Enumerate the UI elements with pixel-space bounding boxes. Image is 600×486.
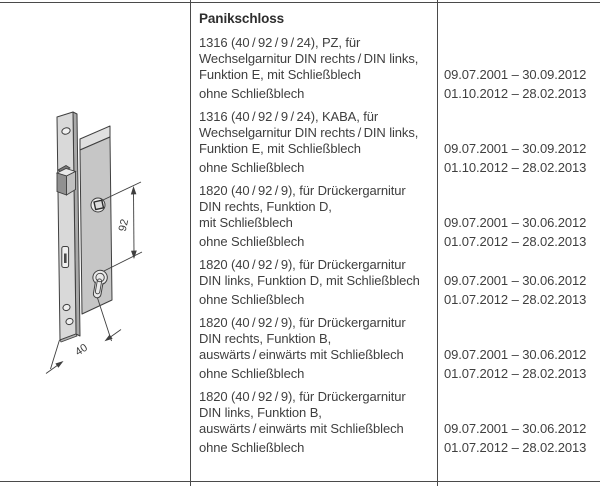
part-row-without-strikeplate xyxy=(190,86,600,102)
parts-table xyxy=(190,3,600,456)
part-description xyxy=(190,315,437,363)
availability-date-range: 09.07.2001 – 30.06.2012 xyxy=(444,215,587,230)
part-description xyxy=(190,257,437,289)
description-line: ohne Schließblech xyxy=(199,440,305,455)
part-item xyxy=(190,315,600,382)
availability-date-range: 01.07.2012 – 28.02.2013 xyxy=(444,366,587,381)
description-line: DIN rechts, Funktion D, xyxy=(199,199,332,214)
follower-hole xyxy=(91,198,105,212)
part-row-with-strikeplate xyxy=(190,315,600,363)
availability-date-range: 09.07.2001 – 30.06.2012 xyxy=(444,273,587,288)
part-row-without-strikeplate xyxy=(190,366,600,382)
part-row-with-strikeplate xyxy=(190,35,600,83)
description-line: 1820 (40 / 92 / 9), für Drückergarnitur xyxy=(199,183,406,198)
part-item xyxy=(190,109,600,176)
part-row-with-strikeplate xyxy=(190,109,600,157)
availability-date-range: 09.07.2001 – 30.06.2012 xyxy=(444,421,587,436)
description-line: 1820 (40 / 92 / 9), für Drückergarnitur xyxy=(199,389,406,404)
description-line: ohne Schließblech xyxy=(199,366,305,381)
dimension-40-label: 40 xyxy=(73,341,90,359)
faceplate xyxy=(57,112,80,342)
parts-rows xyxy=(190,35,600,456)
description-line: DIN links, Funktion D, mit Schließblech xyxy=(199,273,420,288)
drawing-cell xyxy=(0,0,190,486)
part-description xyxy=(190,109,437,157)
part-item xyxy=(190,389,600,456)
description-line: 1316 (40 / 92 / 9 / 24), PZ, für xyxy=(199,35,361,50)
description-line: 1820 (40 / 92 / 9), für Drückergarnitur xyxy=(199,257,406,272)
part-description xyxy=(190,86,437,102)
availability-date-range: 01.07.2012 – 28.02.2013 xyxy=(444,234,587,249)
part-description xyxy=(190,183,437,231)
description-line: Funktion E, mit Schließblech xyxy=(199,141,361,156)
part-description xyxy=(190,160,437,176)
availability-date-range: 09.07.2001 – 30.06.2012 xyxy=(444,347,587,362)
description-line: Funktion E, mit Schließblech xyxy=(199,67,361,82)
part-row-without-strikeplate xyxy=(190,234,600,250)
availability-date-range: 09.07.2001 – 30.09.2012 xyxy=(444,141,587,156)
part-item xyxy=(190,257,600,308)
part-description xyxy=(190,234,437,250)
part-row-without-strikeplate xyxy=(190,160,600,176)
description-line: auswärts / einwärts mit Schließblech xyxy=(199,347,404,362)
section-title: Panikschloss xyxy=(199,11,285,26)
description-line: ohne Schließblech xyxy=(199,292,305,307)
description-line: Wechselgarnitur DIN rechts / DIN links, xyxy=(199,125,419,140)
part-row-without-strikeplate xyxy=(190,440,600,456)
description-line: mit Schließblech xyxy=(199,215,293,230)
part-description xyxy=(190,389,437,437)
part-row-with-strikeplate xyxy=(190,389,600,437)
availability-date-range: 01.07.2012 – 28.02.2013 xyxy=(444,440,587,455)
part-row-without-strikeplate xyxy=(190,292,600,308)
description-line: ohne Schließblech xyxy=(199,160,305,175)
part-description xyxy=(190,292,437,308)
part-description xyxy=(190,440,437,456)
description-line: DIN rechts, Funktion B, xyxy=(199,331,332,346)
part-row-with-strikeplate xyxy=(190,257,600,289)
availability-date-range: 09.07.2001 – 30.09.2012 xyxy=(444,67,587,82)
description-line: ohne Schließblech xyxy=(199,86,305,101)
part-row-with-strikeplate xyxy=(190,183,600,231)
availability-date-range: 01.10.2012 – 28.02.2013 xyxy=(444,160,587,175)
lock-technical-drawing xyxy=(0,0,190,486)
part-item xyxy=(190,183,600,250)
description-line: 1316 (40 / 92 / 9 / 24), KABA, für xyxy=(199,109,379,124)
dimension-92-label: 92 xyxy=(116,218,132,233)
description-line: 1820 (40 / 92 / 9), für Drückergarnitur xyxy=(199,315,406,330)
availability-date-range: 01.07.2012 – 28.02.2013 xyxy=(444,292,587,307)
description-line: ohne Schließblech xyxy=(199,234,305,249)
part-description xyxy=(190,35,437,83)
part-item xyxy=(190,35,600,102)
part-description xyxy=(190,366,437,382)
description-line: DIN links, Funktion B, xyxy=(199,405,322,420)
availability-date-range: 01.10.2012 – 28.02.2013 xyxy=(444,86,587,101)
description-line: Wechselgarnitur DIN rechts / DIN links, xyxy=(199,51,419,66)
description-line: auswärts / einwärts mit Schließblech xyxy=(199,421,404,436)
